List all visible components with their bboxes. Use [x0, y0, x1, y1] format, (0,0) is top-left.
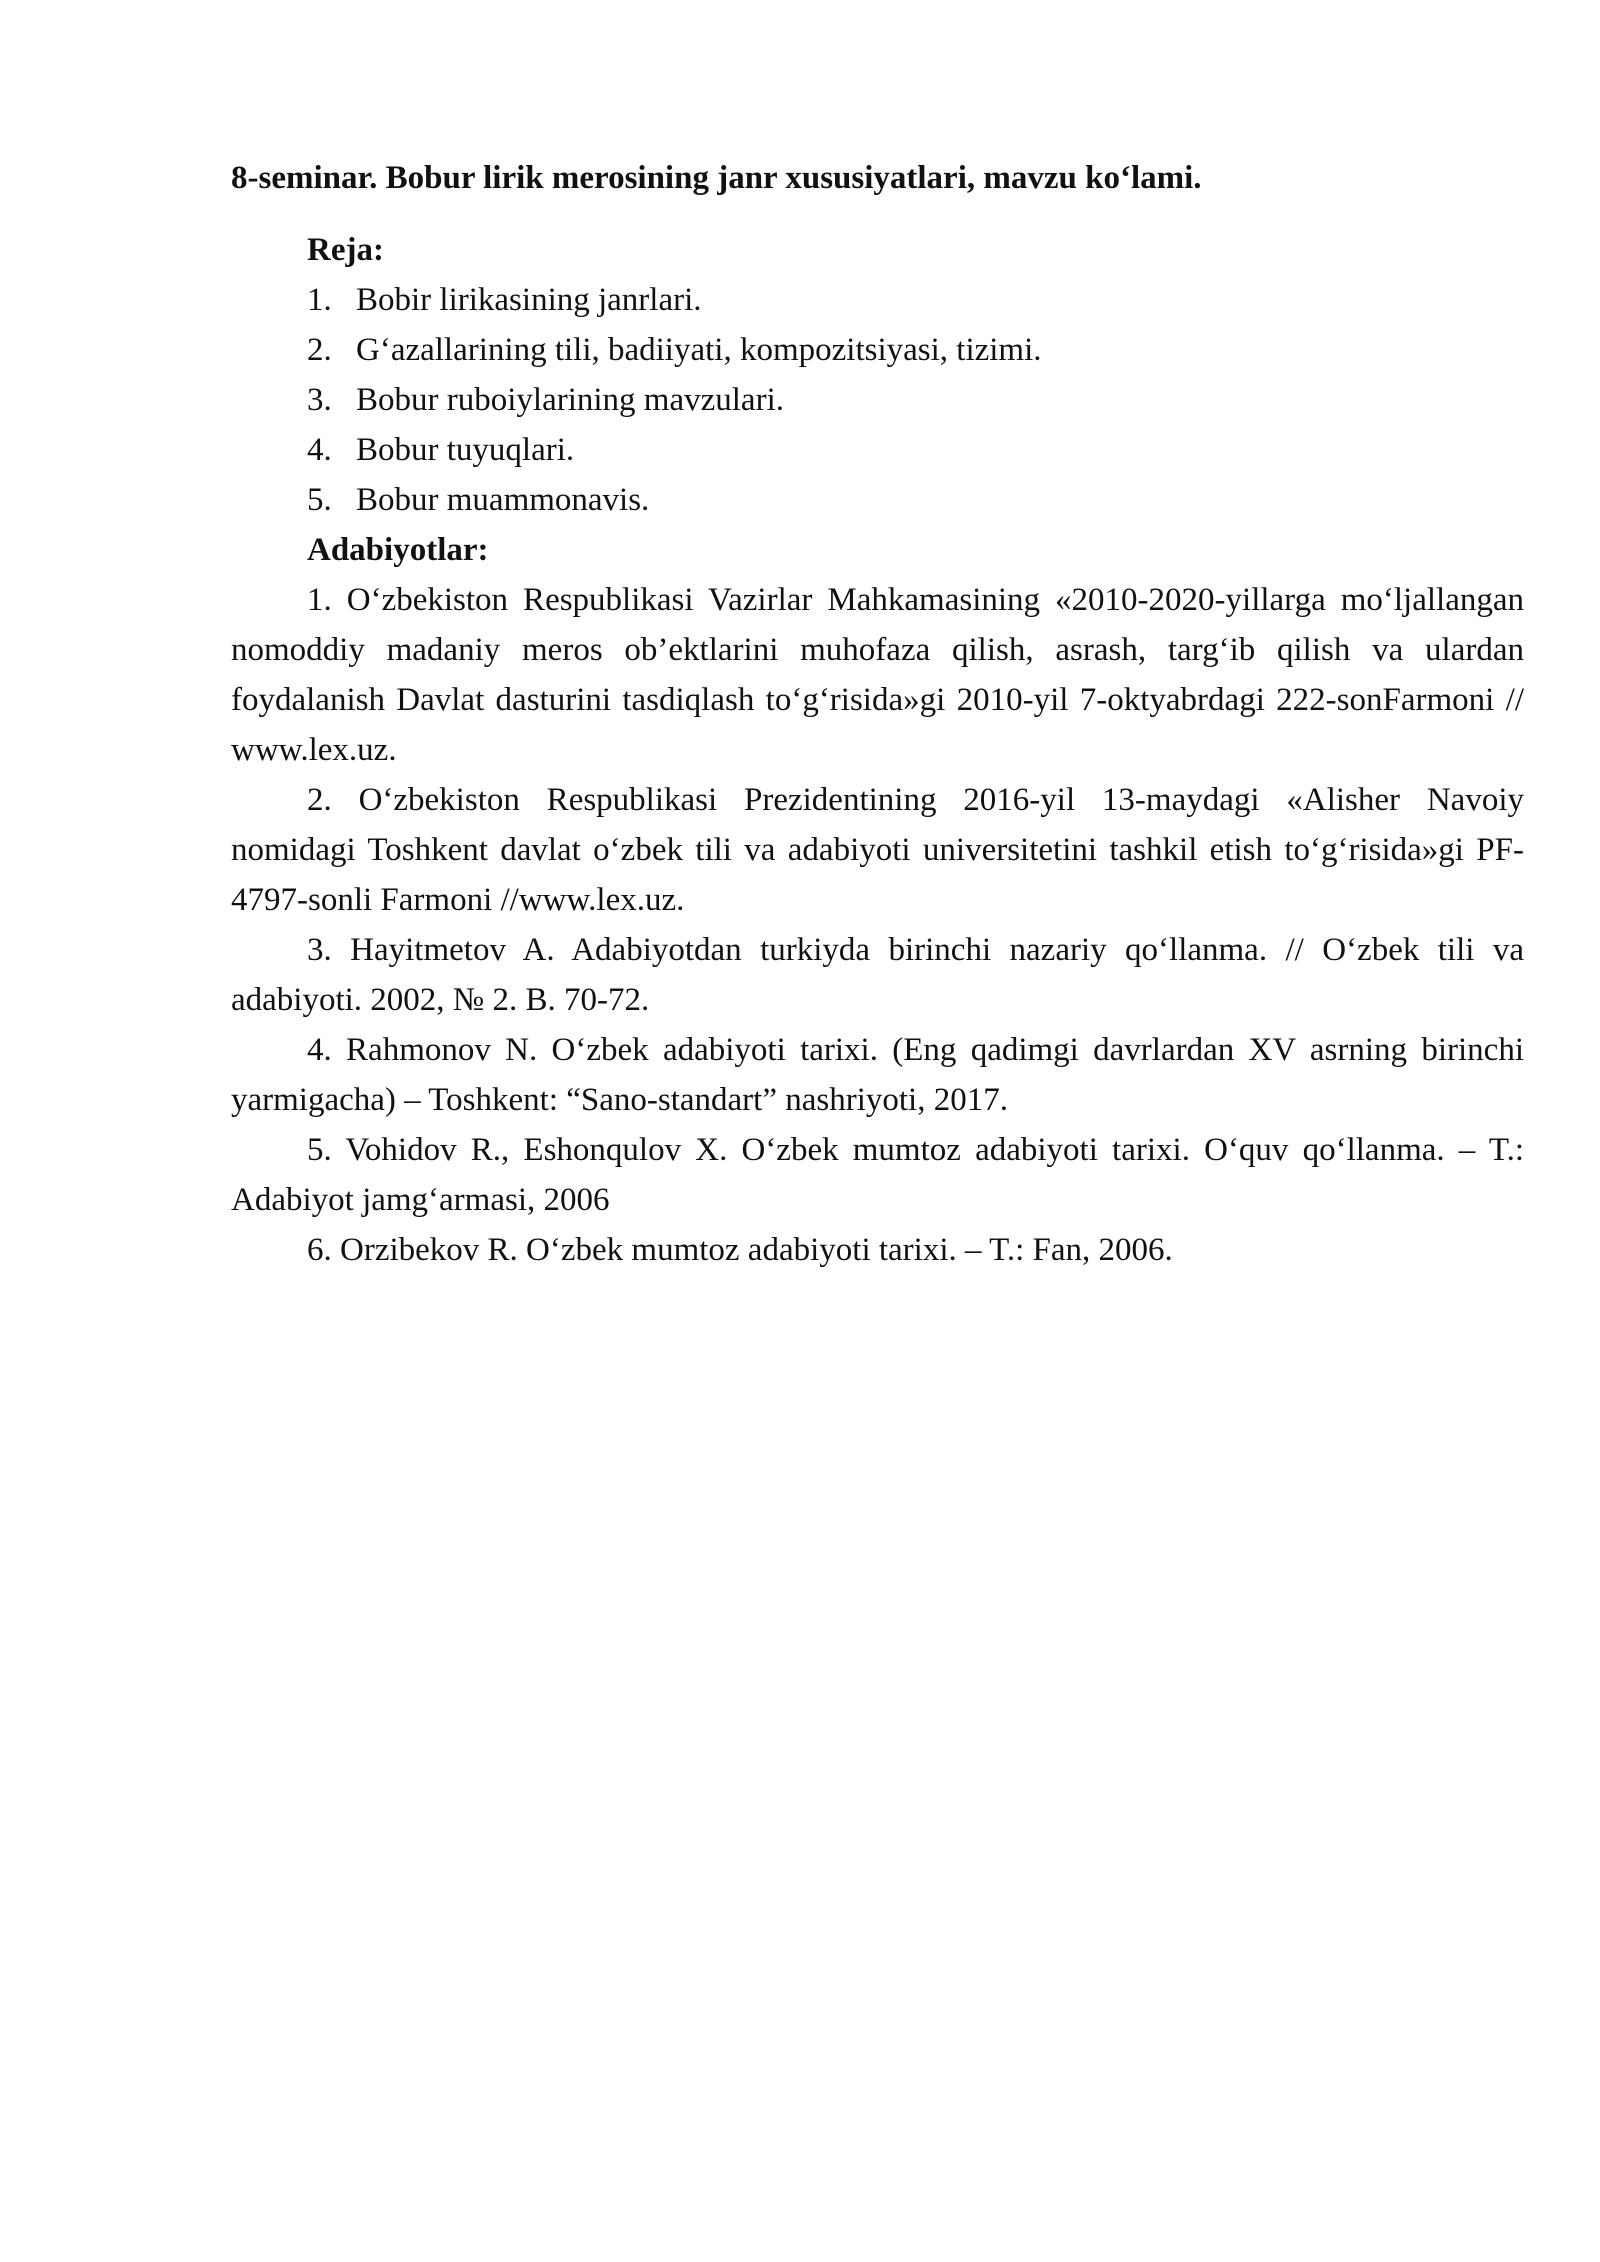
- reja-item-number: 1.: [307, 282, 332, 318]
- reja-item-number: 3.: [307, 382, 332, 418]
- reja-item-text: Bobur tuyuqlari.: [356, 432, 575, 468]
- reja-item: [231, 325, 1524, 375]
- reja-item: [231, 275, 1524, 325]
- adabiyotlar-heading: Adabiyotlar:: [307, 532, 489, 568]
- reja-item-number: 4.: [307, 432, 332, 468]
- reja-item-number: 5.: [307, 482, 332, 518]
- seminar-title: 8-seminar. Bobur lirik merosining janr xususiyatlari, mavzu ko‘lami.: [231, 160, 1202, 196]
- reja-item-text: Bobur muammonavis.: [356, 482, 650, 518]
- reja-item: [231, 425, 1524, 475]
- reja-item-text: G‘azallarining tili, badiiyati, kompozitsiyasi, tizimi.: [356, 332, 1042, 368]
- reja-item-text: Bobur ruboiylarining mavzulari.: [356, 382, 784, 418]
- reja-list: [231, 275, 1524, 525]
- adabiyotlar-list: [231, 575, 1524, 1275]
- reja-item-text: Bobir lirikasining janrlari.: [356, 282, 702, 318]
- reference-item: 5. Vohidov R., Eshonqulov X. O‘zbek mumtoz adabiyoti tarixi. O‘quv qo‘llanma. – T.: Adabiyot jamg‘armasi, 2006: [231, 1132, 1524, 1218]
- reja-item: [231, 375, 1524, 425]
- document-page: [231, 153, 1524, 1275]
- reja-item: [231, 475, 1524, 525]
- reference-item: 1. O‘zbekiston Respublikasi Vazirlar Mahkamasining «2010-2020-yillarga mo‘ljallangan nomoddiy madaniy meros ob’ektlarini muhofaza qilish, asrash, targ‘ib qilish va ulardan foydalanish Davlat dasturini tasdiqlash to‘g‘risida»gi 2010-yil 7-oktyabrdagi 222-sonFarmoni // www.lex.uz.: [231, 582, 1524, 768]
- reference-item: 2. O‘zbekiston Respublikasi Prezidentining 2016-yil 13-maydagi «Alisher Navoiy nomidagi Toshkent davlat o‘zbek tili va adabiyoti universitetini tashkil etish to‘g‘risida»gi PF-4797-sonli Farmoni //www.lex.uz.: [231, 782, 1524, 918]
- reja-heading: Reja:: [307, 232, 384, 268]
- reference-item: 4. Rahmonov N. O‘zbek adabiyoti tarixi. (Eng qadimgi davrlardan XV asrning birinchi yarmigacha) – Toshkent: “Sano-standart” nashriyoti, 2017.: [231, 1032, 1524, 1118]
- reja-item-number: 2.: [307, 332, 332, 368]
- reference-item: 3. Hayitmetov A. Adabiyotdan turkiyda birinchi nazariy qo‘llanma. // O‘zbek tili va adabiyoti. 2002, № 2. B. 70-72.: [231, 932, 1524, 1018]
- reference-item: 6. Orzibekov R. O‘zbek mumtoz adabiyoti tarixi. – T.: Fan, 2006.: [307, 1232, 1173, 1268]
